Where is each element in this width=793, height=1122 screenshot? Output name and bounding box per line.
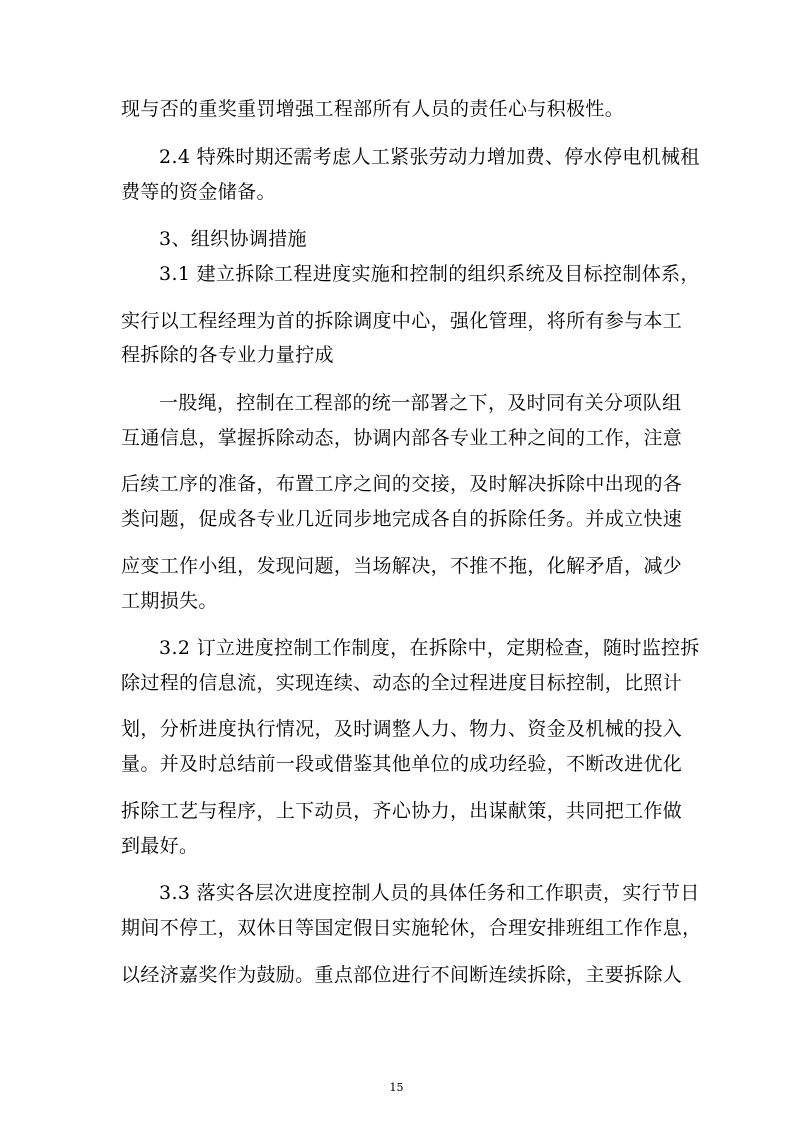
- text-line: 除过程的信息流，实现连续、动态的全过程进度目标控制，比照计: [121, 672, 683, 694]
- text-line: 后续工序的准备，布置工序之间的交接，及时解决拆除中出现的各: [121, 473, 683, 495]
- text-line: 费等的资金储备。: [121, 181, 276, 203]
- text-line: 到最好。: [121, 835, 199, 857]
- text-line: 期间不停工，双休日等国定假日实施轮休，合理安排班组工作作息，: [121, 917, 702, 939]
- text-line: 工期损失。: [121, 590, 218, 612]
- text-line: 以经济嘉奖作为鼓励。重点部位进行不间断连续拆除，主要拆除人: [121, 964, 683, 986]
- text-line: 3.3 落实各层次进度控制人员的具体任务和工作职责，实行节日: [159, 882, 700, 904]
- text-line: 程拆除的各专业力量拧成: [121, 344, 334, 366]
- text-line: 现与否的重奖重罚增强工程部所有人员的责任心与积极性。: [121, 98, 625, 120]
- text-line: 3.1 建立拆除工程进度实施和控制的组织系统及目标控制体系，: [159, 263, 700, 285]
- text-line: 应变工作小组，发现问题，当场解决，不推不拖，化解矛盾，减少: [121, 555, 683, 577]
- page-number: 15: [389, 1081, 404, 1094]
- text-line: 量。并及时总结前一段或借鉴其他单位的成功经验，不断改进优化: [121, 753, 683, 775]
- text-line: 一股绳，控制在工程部的统一部署之下，及时同有关分项队组: [159, 392, 682, 414]
- text-line: 划，分析进度执行情况，及时调整人力、物力、资金及机械的投入: [121, 718, 683, 740]
- text-line: 2.4 特殊时期还需考虑人工紧张劳动力增加费、停水停电机械租: [159, 146, 700, 168]
- section-heading: 3、组织协调措施: [159, 228, 307, 250]
- text-line: 互通信息，掌握拆除动态，协调内部各专业工种之间的工作，注意: [121, 427, 683, 449]
- text-line: 3.2 订立进度控制工作制度，在拆除中，定期检查，随时监控拆: [159, 637, 700, 659]
- text-line: 拆除工艺与程序，上下动员，齐心协力，出谋献策，共同把工作做: [121, 800, 683, 822]
- text-line: 实行以工程经理为首的拆除调度中心，强化管理，将所有参与本工: [121, 310, 683, 332]
- text-line: 类问题，促成各专业几近同步地完成各自的拆除任务。并成立快速: [121, 508, 683, 530]
